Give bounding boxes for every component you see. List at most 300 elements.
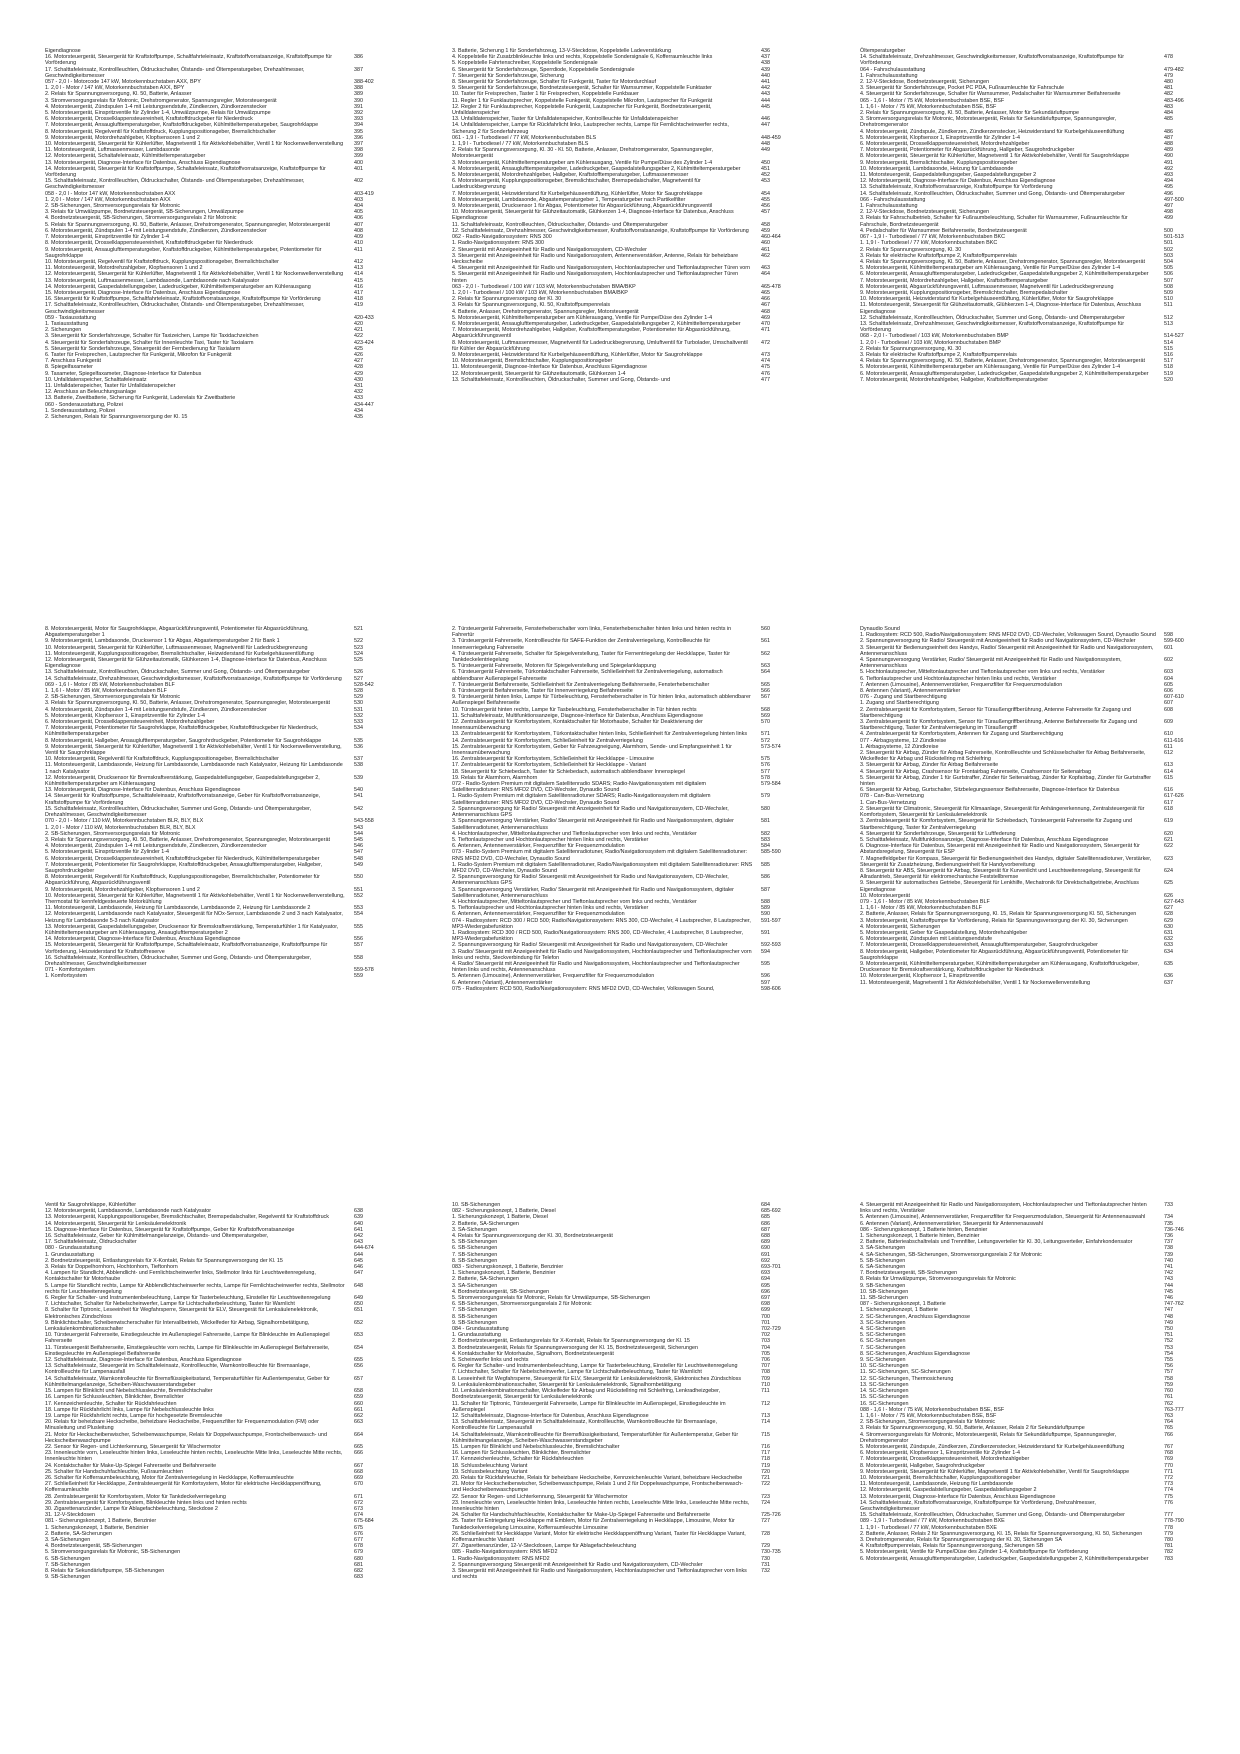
entry-title: 5. Antennen (Limousine), Antennenverstärker, Frequenzfilter für Frequenzmodulation, Steuergerät für Antennenauswahl — [860, 1214, 1146, 1221]
entry-title: 1. 2,0 l - Motor / 147 kW, Motorkennbuchstaben AXX, BPY — [45, 85, 185, 92]
entry-title: 27. Schließeinheit für Heckklappe, Zentralsteuergerät für Komfortsystem, Motor für elektrische Heckklappenöffnung, Kofferraumleuchte — [45, 1481, 322, 1494]
entry-page: 771 — [1164, 1468, 1173, 1475]
entry-title: 4. Steuergerät für Sonderfahrzeuge, Schalter für Innenleuchte Taxi, Taster für Taxialarm — [45, 339, 254, 346]
entry-page: 763-777 — [1164, 1406, 1184, 1413]
index-entry — [860, 818, 1200, 830]
entry-title: 11. Motorsteuergerät, Diagnose-Interface für Datenbus, Anschluss Eigendiagnose — [452, 364, 647, 371]
entry-title: 7. Antennen (Limousine), Antennenverstärker, Frequenzfilter für Frequenzmodulation — [860, 681, 1063, 688]
index-entry — [45, 1332, 390, 1344]
entry-page: 775 — [1164, 1493, 1173, 1500]
entry-title: 088 - 1,6 l - Motor / 75 kW, Motorkennbuchstaben BSE, BSF — [860, 1406, 1005, 1413]
index-entry — [860, 645, 1200, 657]
index-entry — [860, 868, 1200, 880]
entry-page: 506 — [1164, 271, 1173, 278]
entry-page: 598 — [1164, 632, 1173, 639]
entry-title: 13. Motorsteuergerät, Diagnose-Interface für Datenbus, Anschluss Eigendiagnose — [45, 787, 241, 794]
index-entry — [452, 147, 797, 159]
entry-title: 5. Motorsteuergerät, Ventile für Pumpe/Düse des Zylinder 1-4, Kraftstoffpumpe für Vorförderung — [860, 1549, 1089, 1556]
entry-title: 2. Spannungsversorgung für Radio/ Steuergerät mit Anzeigeeinheit für Radio und Navigationssystem, CD-Wechsler, Antennenanschluss GPS — [452, 805, 729, 819]
index-entry — [452, 1419, 797, 1431]
entry-page: 630 — [1164, 923, 1173, 930]
entry-page: 417 — [354, 289, 363, 296]
entry-title: 12. Motorsteuergerät, Gaspedalstellungsgeber, Gaspedalstellungsgeber 2 — [860, 1487, 1037, 1494]
entry-page: 527 — [354, 675, 363, 682]
entry-title: 1. Fahrschulausstattung — [860, 203, 918, 210]
entry-page: 401 — [354, 165, 363, 172]
entry-title: 5. Koppelstelle Fahrtenschreiber, Koppelstelle Sondersignale — [452, 60, 598, 67]
entry-page: 777 — [1164, 1512, 1173, 1519]
entry-page: 388-402 — [354, 79, 374, 86]
entry-title: 4. Spannungsversorgung Verstärker, Radio/ Steuergerät mit Anzeigeeinheit für Radio und Navigationssystem, Antennenanschluss — [860, 657, 1122, 670]
entry-page: 694 — [761, 1276, 770, 1283]
entry-page: 595 — [761, 960, 770, 967]
entry-title: 7. SC-Sicherungen — [860, 1344, 906, 1351]
entry-page: 572 — [761, 737, 770, 744]
entry-title: 1. Radio-System Premium mit digitalem Satellitenradiotuner SDARS; Radio-Navigationssystem mit digitalem Satellitenradiotuner: RNS MFD2 DVD, CD-Wechsler, Dynaudio Sound — [452, 793, 711, 806]
entry-title: 5. Stromversorgungsrelais für Motronic, Relais für Umwälzpumpe, SB-Sicherungen — [452, 1295, 651, 1302]
entry-page: 393 — [354, 116, 363, 123]
entry-title: 2. Relais für Spannungsversorgung, Kl. 50, Batterie, Anlasser — [45, 91, 192, 98]
entry-page: 741 — [1164, 1264, 1173, 1271]
index-entry — [860, 961, 1200, 973]
entry-page: 737 — [1164, 1239, 1173, 1246]
entry-title: 2. Relais für Spannungsversorgung, Kl. 50, Batterie, Anlasser, Motor für Sekundärluftpumpe — [860, 110, 1080, 117]
entry-title: 11. Motorsteuergerät, Luftmassenmesser, Lambdasonde — [45, 147, 181, 154]
entry-page: 497-500 — [1164, 196, 1184, 203]
entry-title: 8. SC-Sicherungen, Anschluss Eigendiagnose — [860, 1350, 970, 1357]
entry-page: 733 — [1164, 1202, 1173, 1208]
entry-page: 730-735 — [761, 1549, 781, 1556]
entry-page: 670 — [354, 1481, 363, 1488]
entry-page: 584 — [761, 843, 770, 850]
entry-title: 14. Motorsteuergerät, Diagnose-Interface für Datenbus, Anschluss Eigendiagnose — [45, 936, 241, 943]
entry-page: 755 — [1164, 1357, 1173, 1364]
entry-page: 722 — [761, 1481, 770, 1488]
entry-page: 542 — [354, 805, 363, 812]
entry-title: 4. Lampen für Standlicht, Abblendlicht- und Fernlichtscheinwerfer links, Stellmotor links für Leuchtweitenregelung, Kontaktschalter für Motorhaube — [45, 1270, 316, 1283]
entry-title: 19. Lampe für Rückfahrlicht rechts, Lampe für hochgesetzte Bremsleuchte — [45, 1412, 223, 1419]
entry-page: 611-616 — [1164, 737, 1184, 744]
entry-title: 20. Relais für Rückfahrleuchte, Relais für beheizbare Heckscheibe, Kennzeichenleuchte Variant, beheizbare Heckscheibe — [452, 1474, 743, 1481]
entry-page: 752 — [1164, 1338, 1173, 1345]
entry-title: 1. 1,9 l - Turbodiesel / 77 kW, Motorkennbuchstaben BLS — [452, 141, 589, 148]
entry-page: 747-762 — [1164, 1301, 1184, 1308]
index-entry — [452, 818, 797, 830]
entry-title: 10. Motorsteuergerät, Bremslichtschalter, Kupplungspositionsgeber — [860, 1474, 1021, 1481]
entry-page: 769 — [1164, 1456, 1173, 1463]
index-entry — [452, 377, 797, 383]
entry-page: 586 — [761, 874, 770, 881]
entry-page: 745 — [1164, 1288, 1173, 1295]
entry-page: 520 — [1164, 376, 1173, 383]
entry-title: 1. 2,0 l - Turbodiesel / 103 kW, Motorkennbuchstaben BMP — [860, 339, 1001, 346]
entry-page: 425 — [354, 345, 363, 352]
entry-page: 416 — [354, 283, 363, 290]
entry-title: 14. Schalttafeleinsatz, Kontrollleuchten, Öldruckschalter, Summer und Gong, Ölstands- und Öltemperaturgeber — [860, 190, 1125, 197]
entry-page: 567 — [761, 694, 770, 701]
entry-title: 3. Steuergerät mit Anzeigeeinheit für Radio und Navigationssystem, Antennenverstärker, Antenne, Relais für beheizbare Heckscheibe — [452, 252, 739, 265]
entry-title: 15. Schalttafeleinsatz, Kontrollleuchten, Öldruckschalter, Summer und Gong, Ölstands- und Öltemperaturgeber — [860, 1512, 1125, 1519]
entry-title: 1. Radio-System Premium mit digitalem Satellitenradiotuner, Radio/Navigationssystem mit digitalem Satellitenradiotuner: RNS MFD2 DVD, CD-Wechsler, Dynaudio Sound — [452, 861, 753, 874]
entry-page: 561 — [761, 638, 770, 645]
entry-page: 563 — [761, 663, 770, 670]
entry-title: 5. Steuergerät für Airbag, Zünder 1 für Gurtstraffer, Zünder für Seitenairbag, Zünder für Kopfairbag, Zünder für Gurtstraffer hinten — [860, 774, 1152, 788]
entry-title: Öltemperaturgeber — [860, 48, 906, 54]
entry-title: 3. Steuergerät für Airbag, Zünder für Airbag Beifahrerseite — [860, 762, 999, 769]
entry-page: 656 — [354, 1363, 363, 1370]
entry-page: 505 — [1164, 265, 1173, 272]
entry-title: 10. SB-Sicherungen — [452, 1202, 501, 1208]
entry-title: 4. Motorsteuergerät, Ansauglufttemperaturgeber, Ladedruckgeber, Gaspedalstellungsgeber 2, Kühlmitteltemperaturgeber — [452, 165, 741, 172]
index-entry — [452, 626, 797, 638]
entry-title: 10. Motorsteuergerät, Bremslichtschalter, Kupplungspositionsgeber — [452, 358, 613, 365]
entry-title: 2. SB-Sicherungen, Stromversorgungsrelais für Motronic — [45, 203, 181, 210]
entry-title: 2. SB-Sicherungen, Stromversorgungsrelais für Motronic — [45, 694, 181, 701]
entry-title: 3. SA-Sicherungen — [45, 1536, 91, 1543]
entry-title: 9. Motorsteuergerät, Kühlmitteltemperaturgeber, Kühlmitteltemperaturgeber am Kühlerausgang, Kraftstoffdruckgeber, Drucksensor für Bremskraftverstärkung, Kraftstoffdruckgeber für Niederdruck — [860, 960, 1140, 974]
entry-title: 1. Can-Bus-Vernetzung — [860, 799, 917, 806]
entry-page: 559 — [354, 973, 363, 980]
entry-title: 7. Türsteuergerät Beifahrerseite, Schließeinheit für Zentralverriegelung Beifahrerseite, Fensterheberschalter — [452, 681, 710, 688]
entry-page: 701 — [761, 1319, 770, 1326]
index-entry — [45, 247, 390, 259]
entry-title: 6. Motorsteuergerät, Zündspulen mit Leistungsendstufe — [860, 936, 993, 943]
index-entry — [860, 377, 1200, 383]
index-entry — [452, 122, 797, 134]
index-entry — [452, 986, 797, 992]
index-entry — [45, 1574, 390, 1580]
entry-title: 14. Schalttafeleinsatz, Warnkontrollleuchte für Bremsflüssigkeitsstand, Temperaturfühler für Außentemperatur, Geber für Kühlmittelmangelanzeige, Scheiben-Waschwasserstandsgeber — [452, 1431, 739, 1444]
entry-title: 2. 12-V-Steckdose, Bordnetzsteuergerät, Sicherungen — [860, 209, 990, 216]
entry-title: 4. SC-Sicherungen — [860, 1326, 906, 1333]
entry-page: 434 — [354, 407, 363, 414]
entry-page: 628 — [1164, 911, 1173, 918]
entry-title: 13. Schalttafeleinsatz, Kraftstoffvorratsanzeige, Kraftstoffpumpe für Vorförderung — [860, 184, 1053, 191]
entry-page: 649 — [354, 1295, 363, 1302]
entry-page: 711 — [761, 1388, 770, 1395]
entry-page: 426 — [354, 351, 363, 358]
entry-title: 10. Unfalldatenspeicher, Schalttafeleinsatz — [45, 376, 147, 383]
entry-page: 776 — [1164, 1499, 1173, 1506]
index-entry — [45, 1283, 390, 1295]
entry-title: 2. Batterie, SA-Sicherungen — [452, 1276, 519, 1283]
entry-title: 9. SB-Sicherungen — [860, 1282, 906, 1289]
entry-title: 5. SB-Sicherungen — [452, 1239, 498, 1246]
entry-title: 26. Schalter für Kofferraumbeleuchtung, Motor für Zentralverriegelung in Heckklappe, Kofferraumleuchte — [45, 1474, 294, 1481]
entry-page: 607-610 — [1164, 694, 1184, 701]
entry-title: Eigendiagnose — [45, 48, 81, 54]
entry-title: 7. Motorsteuergerät, Motordrehzahlgeber, Hallgeber, Kraftstofftemperaturgeber — [860, 277, 1049, 284]
entry-page: 597 — [761, 979, 770, 986]
entry-page: 452 — [761, 172, 770, 179]
entry-title: 3. Relais für elektrische Kraftstoffpumpe 2, Kraftstoffpumpenrelais — [860, 252, 1017, 259]
entry-title: 8. Spiegelfaxameter — [45, 364, 93, 371]
entry-title: 10. Lenksäulenkombinationsschalter, Wickelfeder für Airbag und Rückstellring mit Schleifring, Lenkradheizgeber, Bordnetzsteuergerät, Steuergerät für Lenksäulenelektronik — [452, 1388, 721, 1401]
entry-page: 675-684 — [354, 1518, 374, 1525]
entry-page: 440 — [761, 72, 770, 79]
entry-title: 1. 1,6 l - Motor / 75 kW, Motorkennbuchstaben BSE, BSF — [860, 1412, 997, 1419]
entry-page: 654 — [354, 1344, 363, 1351]
entry-title: 3. SC-Sicherungen — [860, 1319, 906, 1326]
entry-page: 637 — [1164, 979, 1173, 986]
column-b3c1 — [45, 1202, 390, 1580]
entry-title: 8. Motorsteuergerät, Regelventil für Kraftstoffdruck, Kupplungspositionsgeber, Bremslichtschalter — [45, 128, 276, 135]
entry-title: 29. Zentralsteuergerät für Komfortsystem, Blinkleuchte hinten links und hinten rechts — [45, 1499, 247, 1506]
entry-title: 6. Diagnose-Interface für Datenbus, Steuergerät mit Anzeigeeinheit für Radio und Navigationssystem, Steuergerät für Abstandsregelung, Steuergerät für ESP — [860, 843, 1140, 856]
entry-page: 458 — [761, 221, 770, 228]
entry-title: 21. Motor für Heckscheibenwischer, Scheibenwaschpumpe, Relais 1 und 2 für Doppelwaschpumpe, Frontscheibenwasch- und Heckscheibenwaschpumpe — [452, 1481, 743, 1494]
entry-page: 507 — [1164, 277, 1173, 284]
entry-title: 8. Motorsteuergerät, Hallgeber, Ansauglufttemperaturgeber, Saugrohrdruckgeber, Potentiometer für Saugrohrklappe — [45, 737, 322, 744]
index-entry — [860, 707, 1200, 719]
entry-page: 407 — [354, 221, 363, 228]
entry-title: 075 - Radiosystem: RCD 500, Radio/Navigationssystem: RNS MFD2 DVD, CD-Wechsler, Volkswagen Sound, — [452, 985, 715, 992]
entry-title: 2. Zentralsteuergerät für Komfortsystem, Sensor für Türaußengriffberührung, Antenne Fahrerseite für Zugang und Startberechtigung — [860, 706, 1131, 719]
entry-title: 3. Relais für elektrische Kraftstoffpumpe 2, Kraftstoffpumpenrelais — [860, 351, 1017, 358]
entry-page: 523 — [354, 644, 363, 651]
entry-page: 495 — [1164, 184, 1173, 191]
entry-title: 6. SC-Sicherungen — [860, 1338, 906, 1345]
entry-title: 7. Anschluss Funkgerät — [45, 358, 102, 365]
entry-page: 642 — [354, 1233, 363, 1240]
entry-page: 591-597 — [761, 917, 781, 924]
entry-title: 2. Bordnetzsteuergerät, Entlastungsrelais für X-Kontakt, Relais für Spannungsversorgung der Kl. 15 — [452, 1338, 690, 1345]
entry-page: 504 — [1164, 258, 1173, 265]
entry-title: 086 - Sicherungskonzept, 1 Batterie hinten, Benzinier — [860, 1226, 988, 1233]
entry-page: 569 — [761, 712, 770, 719]
entry-page: 387 — [354, 66, 363, 73]
entry-title: 8. Motorsteuergerät, Abgasrückführungsventil, Luftmassenmesser, Magnetventil für Ladedruckbegrenzung — [860, 283, 1114, 290]
entry-page: 716 — [761, 1443, 770, 1450]
entry-page: 707 — [761, 1363, 770, 1370]
entry-title: 9. Motorsteuergerät, Steuergerät für Kühlerlüfter, Magnetventil 1 für Aktivkohlebehälter, Ventil 1 für Nockenwellenverstellung, Ventil für Saugrohrklappe — [45, 743, 342, 757]
index-entry — [45, 414, 390, 420]
entry-page: 538 — [354, 762, 363, 769]
entry-page: 753 — [1164, 1344, 1173, 1351]
entry-page: 475 — [761, 364, 770, 371]
entry-title: 2. SB-Sicherungen, Stromversorgungsrelais für Motronic — [860, 1419, 996, 1426]
entry-title: 8. Schalter für Tiptronic, Leseeinheit für Wegfahrsperre, Steuergerät für ELV, Steuergerät für Lenksäulenelektronik, Elektronisches Zündschloss — [45, 1307, 319, 1320]
index-entry — [452, 1432, 797, 1444]
entry-page: 762 — [1164, 1400, 1173, 1407]
entry-title: 13. Motorsteuergerät, Gaspedalstellungsgeber, Drucksensor für Bremskraftverstärkung, Temperaturfühler 1 für Katalysator, Kühlmitteltemperaturgeber am Kühlerausgang, Ansauglufttemperaturgeber 2 — [45, 923, 339, 936]
entry-title: 11. Motorsteuergerät, Steuergerät für Glühzeitautomatik, Glühkerzen 1-4, Diagnose-Interface für Datenbus, Anschluss Eigendiagnose — [860, 302, 1142, 315]
entry-title: 8. Relais für Umwälzpumpe, Stromversorgungsrelais für Motronic — [860, 1276, 1016, 1283]
entry-title: 2. Relais für Spannungsversorgung, Kl. 30 — [860, 345, 962, 352]
index-entry — [452, 271, 797, 283]
entry-page: 476 — [761, 370, 770, 377]
entry-title: 1. Airbagsysteme, 12 Zündkreise — [860, 743, 939, 750]
entry-title: 074 - Radiosystem: RCD 300 / RCD 500; Radio/Navigationssystem: RNS 300, CD-Wechsler, 4 Lautsprecher, 8 Lautsprecher, MP3-Wiedergabefunktion — [452, 917, 751, 930]
entry-title: 2. Spannungsversorgung für Radio/ Steuergerät mit Anzeigeeinheit für Radio und Navigationssystem, CD-Wechsler — [860, 638, 1136, 645]
entry-title: 13. Schalttafeleinsatz, Drehzahlmesser, Geschwindigkeitsmesser, Kraftstoffvorratsanzeige, Kraftstoffpumpe für Vorförderung — [860, 320, 1125, 334]
entry-title: 6. Motorsteuergerät, Ansauglufttemperaturgeber, Ladedruckgeber, Gaspedalstellungsgeber 2, Kühlmitteltemperaturgeber — [860, 370, 1149, 377]
entry-title: 1. Sicherungskonzept, 1 Batterie hinten, Benzinier — [860, 1233, 980, 1240]
entry-page: 743 — [1164, 1276, 1173, 1283]
index-entry — [45, 862, 390, 874]
entry-title: 11. Motorsteuergerät, Motordrehzahlgeber, Klopfsensoren 1 und 2 — [45, 265, 203, 272]
entry-title: 5. Steuergerät für Sonderfahrzeuge, Steuergerät der Fernbedienung für Taxialarm — [45, 345, 241, 352]
entry-page: 419 — [354, 302, 363, 309]
entry-page: 474 — [761, 358, 770, 365]
entry-title: 069 - 1,6 l - Motor / 85 kW, Motorkennbuchstaben BLF — [45, 681, 175, 688]
entry-title: 17. Kennzeichenleuchte, Schalter für Rückfahrleuchten — [452, 1456, 584, 1463]
entry-page: 478 — [1164, 54, 1173, 61]
entry-page: 627 — [1164, 905, 1173, 912]
entry-title: 9. Lenksäulenkombinationsschalter, Steuergerät für Lenksäulenelektronik, Signalhornbetätigung — [452, 1381, 681, 1388]
entry-title: 11. Türsteuergerät Beifahrerseite, Einstiegsleuchte vorn rechts, Lampe für Blinkleuchte im Außenspiegel Beifahrerseite, Einstiegsleuchte im Außenspiegel Beifahrerseite — [45, 1344, 330, 1357]
entry-page: 460 — [761, 240, 770, 247]
entry-page: 772 — [1164, 1474, 1173, 1481]
index-entry — [452, 253, 797, 265]
entry-title: 4. Steuergerät für Sonderfahrzeuge, Steuergerät für Luftfederung — [860, 830, 1016, 837]
index-entry — [860, 1432, 1200, 1444]
entry-page: 673 — [354, 1505, 363, 1512]
entry-title: 9. Motorsteuergerät, Drucksensor 1 für Abgas, Potentiometer für Abgasrückführung, Abgasrückführungsventil — [452, 203, 713, 210]
entry-page: 492 — [1164, 165, 1173, 172]
entry-title: 16. SC-Sicherungen — [860, 1400, 909, 1407]
entry-title: 1. 2,0 l - Motor / 147 kW, Motorkennbuchstaben AXX — [45, 196, 171, 203]
entry-title: 15. Diagnose-Interface für Datenbus, Steuergerät für Kraftstoffpumpe, Geber für Kraftstoffvorratsanzeige — [45, 1226, 295, 1233]
entry-title: 7. SB-Sicherungen — [452, 1307, 498, 1314]
entry-page: 602 — [1164, 657, 1173, 664]
index-entry — [452, 719, 797, 731]
entry-title: 4. Motorsteuergerät, Sicherungen — [860, 923, 941, 930]
entry-page: 446 — [761, 116, 770, 123]
entry-page: 402 — [354, 178, 363, 185]
entry-page: 430 — [354, 376, 363, 383]
entry-title: 12. Schalttafeleinsatz, Kontrollleuchten, Öldruckschalter, Summer und Gong, Ölstands- und Öltemperaturgeber — [860, 314, 1125, 321]
entry-title: 10. Motorsteuergerät, Klopfsensor 1, Einspritzventile — [860, 973, 986, 980]
entry-title: 062 - Radio-Navigationssystem: RNS 300 — [452, 234, 552, 241]
entry-title: 13. Motorsteuergerät, Kupplungspositionsgeber, Bremslichtschalter, Bremspedalschalter, Regelventil für Kraftstoffdruck — [45, 1214, 329, 1221]
index-entry — [452, 874, 797, 886]
entry-page: 394 — [354, 122, 363, 129]
entry-title: 059 - Taxiausstattung — [45, 314, 97, 321]
index-entry — [860, 980, 1200, 986]
entry-page: 391 — [354, 103, 363, 110]
entry-title: 1. Sicherungskonzept, 1 Batterie, Diesel — [452, 1214, 548, 1221]
entry-page: 513 — [1164, 320, 1173, 327]
entry-title: 6. SB-Sicherungen — [452, 1245, 498, 1252]
entry-page: 511 — [1164, 302, 1173, 309]
entry-page: 640 — [354, 1220, 363, 1227]
entry-title: 6. Motorsteuergerät, Drosselklappensteuereinheit, Kraftstoffdruckgeber für Niederdruck, Kühlmitteltemperaturgeber — [45, 855, 320, 862]
entry-page: 617-626 — [1164, 793, 1184, 800]
entry-title: 1. 1,9 l - Turbodiesel / 77 kW, Motorkennbuchstaben BXE — [860, 1524, 997, 1531]
entry-page: 517 — [1164, 358, 1173, 365]
index-entry — [860, 657, 1200, 669]
entry-title: 087 - Sicherungskonzept, 1 Batterie — [860, 1301, 946, 1308]
entry-page: 738 — [1164, 1245, 1173, 1252]
entry-title: 4. Kontaktschalter für Motorhaube, Signalhorn, Bordnetzsteuergerät — [452, 1350, 614, 1357]
index-entry — [452, 930, 797, 942]
entry-page: 658 — [354, 1388, 363, 1395]
entry-page: 720 — [761, 1468, 770, 1475]
entry-title: 12. Motorsteuergerät, Diagnose-Interface für Datenbus, Anschluss Eigendiagnose — [860, 178, 1056, 185]
index-entry — [45, 1345, 390, 1357]
entry-page: 585-590 — [761, 849, 781, 856]
index-entry — [860, 215, 1200, 227]
entry-title: 14. Motorsteuergerät, Steuergerät für Lenksäulenelektronik — [45, 1220, 187, 1227]
entry-page: 615 — [1164, 774, 1173, 781]
entry-title: 17. Schalttafeleinsatz, Kontrollleuchten, Öldruckschalter, Ölstands- und Öltemperaturgeber, Drehzahlmesser, Geschwindigkeitsmesser — [45, 302, 305, 315]
entry-title: 065 - 1,6 l - Motor / 75 kW, Motorkennbuchstaben BSE, BSF — [860, 97, 1005, 104]
entry-page: 625 — [1164, 880, 1173, 887]
entry-title: 4. Motorsteuergerät, Zündspule, Zündkerzen, Zündkerzenstecker, Heizwiderstand für Kurbelgehäuseentlüftung — [860, 128, 1125, 135]
entry-page: 700 — [761, 1313, 770, 1320]
entry-title: 11. Regler 1 für Funklautsprecher, Koppelstelle Funkgerät, Koppelstelle Mikrofon, Lautsprecher für Funkgerät — [452, 97, 713, 104]
entry-page: 747 — [1164, 1307, 1173, 1314]
entry-page: 731 — [761, 1561, 770, 1568]
entry-title: Ventil für Saugrohrklappe, Kühlerlüfter — [45, 1202, 137, 1208]
entry-page: 528 — [354, 688, 363, 695]
entry-page: 543 — [354, 824, 363, 831]
entry-page: 662 — [354, 1412, 363, 1419]
entry-page: 516 — [1164, 351, 1173, 358]
entry-page: 461 — [761, 246, 770, 253]
index-entry — [452, 104, 797, 116]
entry-title: 4. Steuergerät mit Anzeigeeinheit für Radio und Navigationssystem, Hochtonlautsprecher und Tieftonlautsprecher hinten links und rechts, Verstärker — [860, 1202, 1147, 1215]
entry-page: 718 — [761, 1456, 770, 1463]
entry-page: 629 — [1164, 917, 1173, 924]
entry-page: 579-584 — [761, 781, 781, 788]
entry-title: 084 - Grundausstattung — [452, 1326, 509, 1333]
entry-page: 599-600 — [1164, 638, 1184, 645]
index-entry — [45, 1363, 390, 1375]
entry-title: 5. Motorsteuergerät, Klopfsensor 1, Einspritzventile für Zylinder 1-4 — [860, 134, 1020, 141]
entry-title: 5. Motorsteuergerät, Einspritzventile für Zylinder 1-4, Umwälzpumpe, Relais für Umwälzpumpe — [45, 110, 271, 117]
index-entry — [860, 856, 1200, 868]
entry-page: 467 — [761, 302, 770, 309]
entry-page: 756 — [1164, 1363, 1173, 1370]
entry-page: 636 — [1164, 973, 1173, 980]
entry-title: 1. 1,6 l - Motor / 85 kW, Motorkennbuchstaben BLF — [860, 905, 982, 912]
entry-title: 7. Motorsteuergerät, Drosselklappensteuereinheit, Motordrehzahlgeber — [860, 1456, 1030, 1463]
entry-page: 643 — [354, 1239, 363, 1246]
entry-title: 8. Motorsteuergerät, Regelventil für Kraftstoffdruck, Kupplungspositionsgeber, Bremslichtschalter, Potentiometer für Abgasrückführung, Abgasrückführungsventil — [45, 874, 320, 887]
entry-title: 3. Türsteuergerät Fahrerseite, Kontrollleuchte für SAFE-Funktion der Zentralverriegelung, Kontrollleuchte für Innenverriegelung Fahrerseite — [452, 638, 711, 651]
entry-page: 692 — [761, 1257, 770, 1264]
entry-page: 555 — [354, 923, 363, 930]
entry-page: 421 — [354, 327, 363, 334]
entry-title: 4. Stromversorgungsrelais für Motronic, Motorsteuergerät, Relais für Sekundärluftpumpe, Spannungsregler, Drehstromgenerator — [860, 1431, 1117, 1444]
entry-page: 575 — [761, 756, 770, 763]
entry-title: 22. Sensor für Regen- und Lichterkennung, Steuergerät für Wischermotor — [452, 1493, 628, 1500]
entry-title: 30. Zigarettenanzünder, Lampe für Ablagefachbeleuchtung, Steckdose 2 — [45, 1505, 218, 1512]
index-entry — [45, 893, 390, 905]
entry-title: 3. Steuergerät für Sonderfahrzeuge, Schalter für Taxizeichen, Lampe für Taxidachzeichen — [45, 333, 259, 340]
entry-title: 7. Steuergerät für Sonderfahrzeuge, Sicherung — [452, 72, 565, 79]
entry-title: 3. Motorsteuergerät, Kraftstoffpumpe für Vorförderung, Relais für Spannungsversorgung der Kl. 30, Sicherungen — [860, 917, 1128, 924]
index-entry — [452, 340, 797, 352]
entry-page: 708 — [761, 1369, 770, 1376]
entry-page: 460-464 — [761, 234, 781, 241]
entry-title: 12. Zentralsteuergerät für Komfortsystem, Kontaktschalter für Motorhaube, Schalter für Deaktivierung der Innenraumüberwachung — [452, 719, 703, 732]
entry-page: 621 — [1164, 836, 1173, 843]
entry-page: 399 — [354, 153, 363, 160]
entry-title: 6. SA-Sicherungen — [860, 1264, 906, 1271]
index-entry — [45, 67, 390, 79]
entry-page: 690 — [761, 1245, 770, 1252]
index-entry — [452, 1518, 797, 1530]
entry-page: 539 — [354, 774, 363, 781]
entry-title: 1. 1,6 l - Motor / 85 kW, Motorkennbuchstaben BLF — [45, 688, 167, 695]
index-entry — [452, 669, 797, 681]
entry-page: 612 — [1164, 750, 1173, 757]
entry-title: 8. Motorsteuergerät, Drosselklappensteuereinheit, Kraftstoffdruckgeber für Niederdruck — [45, 240, 253, 247]
entry-title: 2. Bordnetzsteuergerät, Entlastungsrelais für X-Kontakt, Relais für Spannungsversorgung der Kl. 15 — [45, 1257, 283, 1264]
